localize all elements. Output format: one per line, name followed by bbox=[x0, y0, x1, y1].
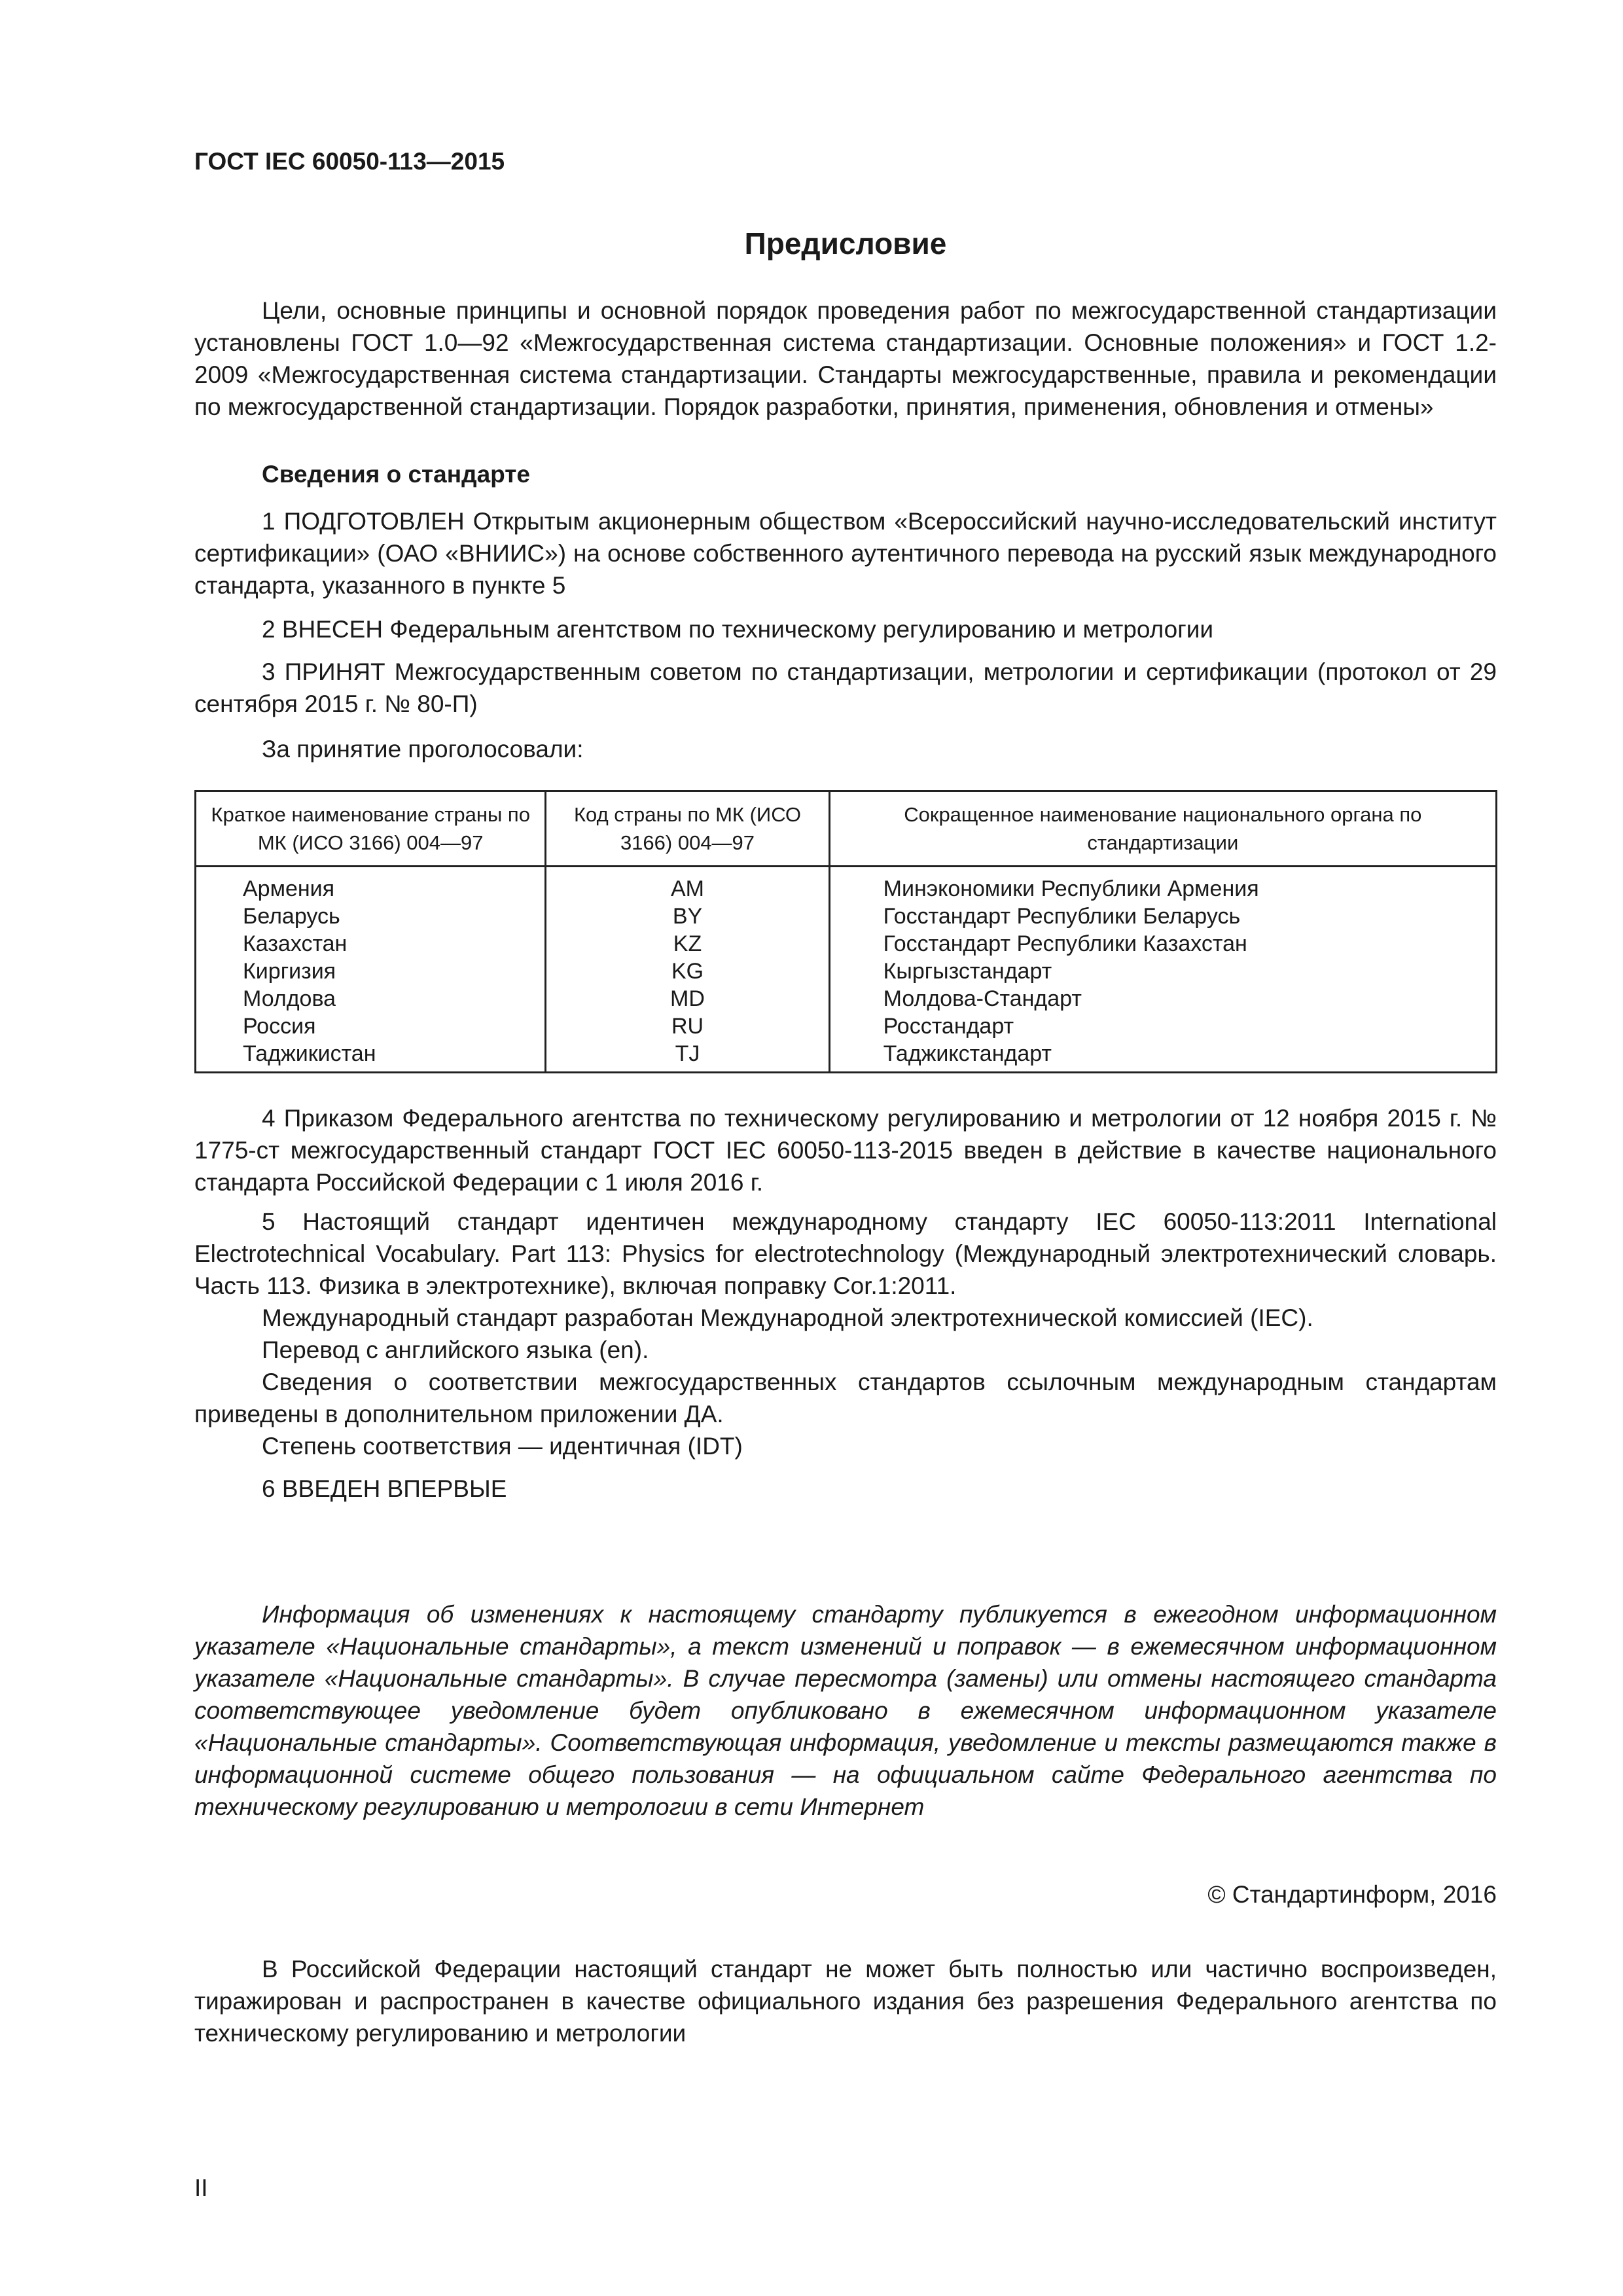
standards-body: Росстандарт bbox=[883, 1014, 1014, 1039]
intro-paragraph: Цели, основные принципы и основной порядок проведения работ по межгосударственной стандартизации установлены ГОСТ 1.0—92 «Межгосударственная система стандартизации. Основные положения» и ГОСТ 1.2-2009 «Межгосударственная система стандартизации. Стандарты межгосударственные, правила и рекомендации по межгосударственной стандартизации. Порядок разработки, принятия, применения, обновления и отмены» bbox=[194, 297, 1497, 420]
header-country-name: Краткое наименование страны по МК (ИСО 3166) 004—97 bbox=[196, 791, 546, 867]
standards-body-column bbox=[829, 867, 1496, 1073]
standard-info-heading: Сведения о стандарте bbox=[262, 461, 530, 488]
item-4-order: 4 Приказом Федерального агентства по техническому регулированию и метрологии от 12 ноября 2015 г. № 1775-ст межгосударственный стандарт ГОСТ IEC 60050-113-2015 введен в действие в качестве национального стандарта Российской Федерации с 1 июля 2016 г. bbox=[194, 1105, 1497, 1196]
country-name: Казахстан bbox=[243, 931, 348, 956]
page-title: Предисловие bbox=[744, 226, 947, 260]
header-standards-body: Сокращенное наименование национального органа по стандартизации bbox=[829, 791, 1496, 867]
country-code: KZ bbox=[673, 931, 702, 956]
standards-body: Минэкономики Республики Армения bbox=[883, 876, 1259, 901]
country-code: KG bbox=[671, 959, 704, 984]
vote-table-header-row bbox=[196, 791, 1497, 867]
standards-body: Молдова-Стандарт bbox=[883, 986, 1082, 1011]
country-code: RU bbox=[671, 1014, 704, 1039]
vote-table bbox=[194, 790, 1497, 1073]
standards-body: Госстандарт Республики Казахстан bbox=[883, 931, 1247, 956]
item-5-translation: Перевод с английского языка (en). bbox=[262, 1336, 649, 1363]
item-5-developer: Международный стандарт разработан Международной электротехнической комиссией (IEC). bbox=[262, 1304, 1313, 1331]
changes-notice: Информация об изменениях к настоящему стандарту публикуется в ежегодном информационном указателе «Национальные стандарты», а текст изменений и поправок — в ежемесячном информационном указателе «Национальные стандарты». В случае пересмотра (замены) или отмены настоящего стандарта соответствующее уведомление будет опубликовано в ежемесячном информационном указателе «Национальные стандарты». Соответствующая информация, уведомление и тексты размещаются также в информационной системе общего пользования — на официальном сайте Федерального агентства по техническому регулированию и метрологии в сети Интернет bbox=[194, 1601, 1497, 1820]
page-number: II bbox=[194, 2174, 208, 2201]
item-6-introduced: 6 ВВЕДЕН ВПЕРВЫЕ bbox=[262, 1475, 507, 1502]
country-code: BY bbox=[672, 904, 703, 929]
country-code: AM bbox=[671, 876, 704, 901]
item-5-block bbox=[194, 1206, 1497, 1462]
standards-body: Госстандарт Республики Беларусь bbox=[883, 904, 1241, 929]
voted-label: За принятие проголосовали: bbox=[262, 736, 584, 762]
rights-notice: В Российской Федерации настоящий стандарт не может быть полностью или частично воспроизведен, тиражирован и распространен в качестве официального издания без разрешения Федерального агентства по техническому регулированию и метрологии bbox=[194, 1956, 1497, 2047]
country-name: Молдова bbox=[243, 986, 336, 1011]
country-code: TJ bbox=[675, 1041, 700, 1066]
item-3-adopted: 3 ПРИНЯТ Межгосударственным советом по стандартизации, метрологии и сертификации (протокол от 29 сентября 2015 г. № 80-П) bbox=[194, 658, 1497, 717]
item-1-prepared: 1 ПОДГОТОВЛЕН Открытым акционерным обществом «Всероссийский научно-исследовательский институт сертификации» (ОАО «ВНИИС») на основе собственного аутентичного перевода на русский язык международного стандарта, указанного в пункте 5 bbox=[194, 508, 1497, 599]
copyright: © Стандартинформ, 2016 bbox=[1207, 1881, 1497, 1908]
country-code-column bbox=[546, 867, 829, 1073]
document-code: ГОСТ IEC 60050-113—2015 bbox=[194, 148, 505, 175]
country-code: MD bbox=[670, 986, 705, 1011]
item-5-correspondence: Сведения о соответствии межгосударственных стандартов ссылочным международным стандартам приведены в дополнительном приложении ДА. bbox=[194, 1369, 1497, 1427]
country-name-column bbox=[196, 867, 546, 1073]
country-name: Беларусь bbox=[243, 904, 340, 929]
country-name: Таджикистан bbox=[243, 1041, 376, 1066]
header-country-code: Код страны по МК (ИСО 3166) 004—97 bbox=[546, 791, 829, 867]
item-5-identity: 5 Настоящий стандарт идентичен международному стандарту IEC 60050-113:2011 International Electrotechnical Vocabulary. Part 113: Physics for electrotechnology (Международный электротехнический словарь. Часть 113. Физика в электротехнике), включая поправку Cor.1:2011. bbox=[194, 1208, 1497, 1299]
item-2-submitted: 2 ВНЕСЕН Федеральным агентством по техническому регулированию и метрологии bbox=[262, 616, 1214, 643]
standards-body: Кыргызстандарт bbox=[883, 959, 1052, 984]
country-name: Россия bbox=[243, 1014, 316, 1039]
item-5-degree: Степень соответствия — идентичная (IDT) bbox=[262, 1433, 743, 1460]
standards-body: Таджикстандарт bbox=[883, 1041, 1052, 1066]
country-name: Киргизия bbox=[243, 959, 336, 984]
country-name: Армения bbox=[243, 876, 335, 901]
